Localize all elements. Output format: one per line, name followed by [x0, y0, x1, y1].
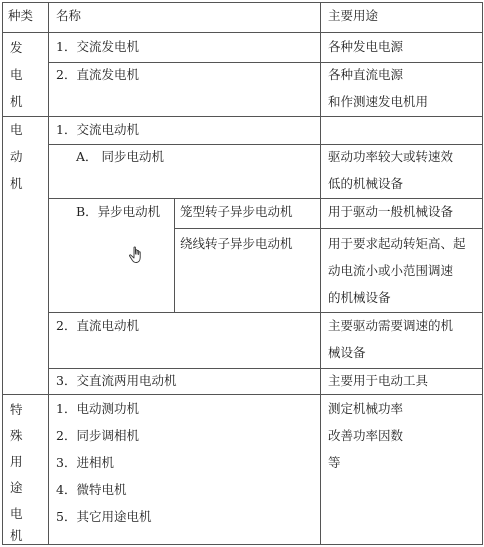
row-divider-header [2, 32, 482, 33]
row-divider-dc-motor [48, 368, 482, 369]
special-item-4: 4．微特电机 [56, 482, 127, 497]
category-special-char-5: 电 [10, 506, 23, 521]
table-border-top [2, 2, 482, 3]
async-motor-name: B．异步电动机 [76, 204, 161, 219]
col-divider-category [48, 2, 49, 545]
header-name: 名称 [56, 8, 82, 23]
special-usage-line-3: 等 [328, 455, 341, 470]
col-divider-async-type [174, 198, 175, 313]
table-border-left [2, 2, 3, 545]
category-special-char-2: 殊 [10, 428, 23, 443]
category-motor-char-3: 机 [10, 176, 23, 191]
wound-rotor-motor-usage-line-2: 动电流小或小范围调速 [328, 263, 454, 278]
category-generator-char-2: 电 [10, 67, 23, 82]
ac-generator-usage: 各种发电电源 [328, 39, 404, 54]
wound-rotor-motor-name: 绕线转子异步电动机 [180, 236, 293, 251]
category-motor-char-1: 电 [10, 122, 23, 137]
sync-motor-usage-line-1: 驱动功率较大或转速效 [328, 149, 454, 164]
row-divider-motor-end [2, 394, 482, 395]
category-motor-char-2: 动 [10, 149, 23, 164]
row-divider-async [48, 312, 482, 313]
dc-motor-usage-line-2: 械设备 [328, 345, 366, 360]
row-divider-sync [48, 198, 482, 199]
dc-motor-usage-line-1: 主要驱动需要调速的机 [328, 318, 454, 333]
col-divider-usage [320, 2, 321, 545]
row-divider-squirrel [174, 228, 482, 229]
dc-generator-usage-line-2: 和作测速发电机用 [328, 94, 429, 109]
ac-generator-name: 1．交流发电机 [56, 39, 139, 54]
wound-rotor-motor-usage-line-3: 的机械设备 [328, 290, 391, 305]
special-item-3: 3．进相机 [56, 455, 114, 470]
squirrel-cage-motor-name: 笼型转子异步电动机 [180, 204, 293, 219]
dc-generator-usage-line-1: 各种直流电源 [328, 67, 404, 82]
table-border-bottom [2, 544, 482, 545]
wound-rotor-motor-usage-line-1: 用于要求起动转矩高、起 [328, 236, 466, 251]
row-divider-gen-1 [48, 62, 482, 63]
special-usage-line-2: 改善功率因数 [328, 428, 404, 443]
category-special-char-3: 用 [10, 454, 23, 469]
acdc-motor-usage: 主要用于电动工具 [328, 373, 429, 388]
header-usage: 主要用途 [328, 8, 379, 23]
special-item-2: 2．同步调相机 [56, 428, 139, 443]
header-category: 种类 [8, 8, 34, 23]
category-generator-char-1: 发 [10, 40, 23, 55]
special-item-5: 5．其它用途电机 [56, 509, 152, 524]
acdc-motor-name: 3．交直流两用电动机 [56, 373, 177, 388]
special-item-1: 1．电动测功机 [56, 401, 139, 416]
category-special-char-4: 途 [10, 480, 23, 495]
category-generator-char-3: 机 [10, 94, 23, 109]
squirrel-cage-motor-usage: 用于驱动一般机械设备 [328, 204, 454, 219]
special-usage-line-1: 测定机械功率 [328, 401, 404, 416]
sync-motor-name: A． 同步电动机 [76, 149, 165, 164]
dc-generator-name: 2．直流发电机 [56, 67, 139, 82]
table-border-right [482, 2, 483, 545]
category-special-char-1: 特 [10, 402, 23, 417]
ac-motor-name: 1．交流电动机 [56, 122, 139, 137]
dc-motor-name: 2．直流电动机 [56, 318, 139, 333]
row-divider-ac-motor [48, 144, 482, 145]
row-divider-gen-end [2, 116, 482, 117]
category-special-char-6: 机 [10, 528, 23, 543]
hand-cursor-icon [128, 246, 144, 264]
sync-motor-usage-line-2: 低的机械设备 [328, 176, 404, 191]
